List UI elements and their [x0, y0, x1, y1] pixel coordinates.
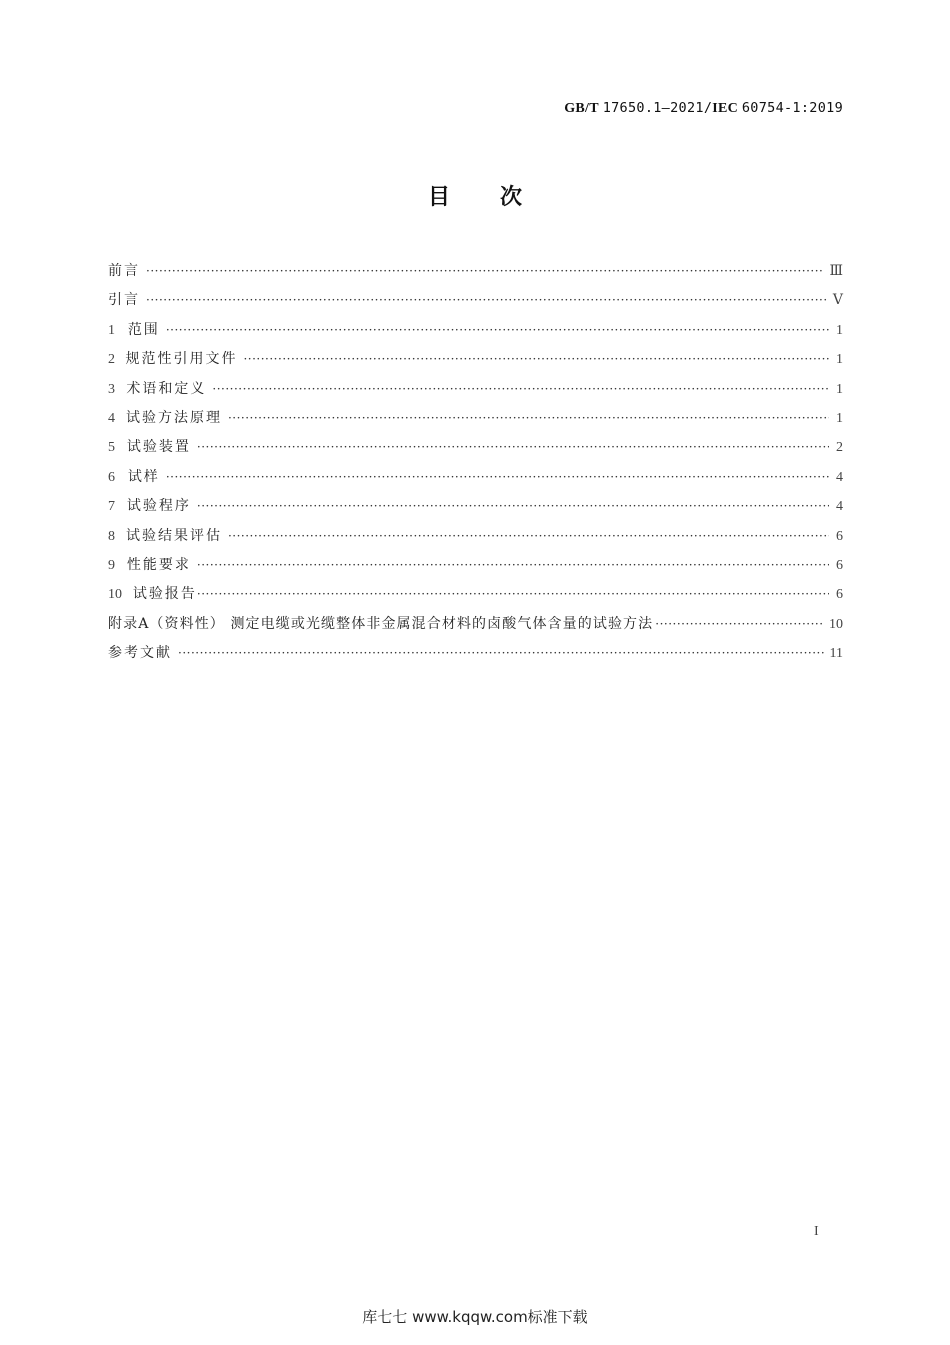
toc-leader — [146, 259, 823, 283]
toc-entry-test-apparatus[interactable] — [108, 435, 843, 464]
toc-number: 9 — [108, 557, 115, 573]
toc-label: 术语和定义 — [126, 380, 207, 397]
toc-leader — [166, 465, 829, 489]
toc-leader — [243, 347, 829, 371]
toc-number: 8 — [108, 528, 115, 544]
toc-number: 2 — [108, 352, 115, 368]
toc-number: 7 — [108, 499, 115, 515]
toc-page: 1 — [836, 410, 843, 426]
toc-page: 1 — [836, 381, 843, 397]
toc-title: 目次 — [427, 185, 572, 210]
toc-leader — [166, 318, 829, 342]
toc-entry-introduction[interactable] — [108, 288, 843, 317]
toc-leader — [228, 524, 829, 548]
toc-label: 试验报告 — [132, 586, 197, 603]
standard-header — [564, 100, 843, 117]
toc-page: 6 — [836, 557, 843, 573]
toc-label: 试验装置 — [126, 439, 191, 456]
toc-page: Ⅴ — [832, 293, 843, 309]
toc-entry-test-procedure[interactable] — [108, 494, 843, 523]
toc-number: 4 — [108, 410, 115, 426]
toc-leader — [197, 435, 829, 459]
toc-label: 试验结果评估 — [125, 527, 222, 544]
toc-label: 引言 — [108, 292, 140, 309]
toc-label: 参考文献 — [108, 645, 172, 662]
toc-entry-test-report[interactable] — [108, 582, 843, 611]
iec-number: 60754-1:2019 — [741, 100, 843, 116]
toc-label: 规范性引用文件 — [125, 351, 238, 368]
toc-number: 5 — [108, 440, 115, 456]
toc-number: 10 — [108, 587, 122, 603]
footer-watermark: 库七七 www.kqqw.com标准下载 — [362, 1308, 588, 1326]
toc-entry-bibliography[interactable] — [108, 641, 843, 670]
toc-label: 前言 — [108, 263, 140, 279]
toc-entry-annex-a[interactable] — [108, 612, 843, 641]
toc-entry-evaluation[interactable] — [108, 524, 843, 553]
toc-number: 1 — [108, 322, 115, 338]
toc-leader — [197, 582, 829, 606]
toc-entry-scope[interactable] — [108, 318, 843, 347]
toc-page: 6 — [836, 587, 843, 603]
toc-page: 4 — [836, 469, 843, 485]
toc-label: 范围 — [127, 321, 160, 338]
toc-leader — [197, 553, 829, 577]
toc-page: 6 — [836, 528, 843, 544]
toc-entry-normative-references[interactable] — [108, 347, 843, 376]
toc-leader — [228, 406, 829, 430]
toc-label: 试验方法原理 — [125, 409, 222, 426]
toc-number: 3 — [108, 381, 115, 397]
toc-entry-foreword[interactable] — [108, 259, 843, 288]
toc-page: 1 — [836, 322, 843, 338]
toc-page: 2 — [836, 440, 843, 456]
page-number: I — [814, 1224, 819, 1239]
toc-leader — [212, 377, 829, 401]
standard-number: 17650.1—2021/ — [602, 100, 713, 116]
toc-page: 10 — [829, 616, 843, 632]
toc-entry-test-specimen[interactable] — [108, 465, 843, 494]
toc-label: 性能要求 — [126, 556, 191, 573]
toc-entry-performance-requirements[interactable] — [108, 553, 843, 582]
toc-label: 附录A（资料性） 测定电缆或光缆整体非金属混合材料的卤酸气体含量的试验方法 — [108, 615, 654, 632]
toc-number: 6 — [108, 469, 115, 485]
toc-entry-test-principle[interactable] — [108, 406, 843, 435]
toc-page: 11 — [829, 646, 843, 662]
toc-leader — [197, 494, 829, 518]
toc-page: 1 — [836, 352, 843, 368]
toc-leader — [655, 612, 823, 636]
toc-entry-terms[interactable] — [108, 377, 843, 406]
toc-label: 试验程序 — [126, 498, 191, 515]
table-of-contents — [108, 259, 843, 670]
toc-label: 试样 — [127, 468, 160, 485]
toc-page: Ⅲ — [829, 264, 843, 279]
toc-page: 4 — [836, 499, 843, 515]
toc-leader — [146, 288, 827, 312]
iec-prefix: IEC — [712, 101, 739, 116]
toc-leader — [178, 641, 824, 665]
standard-prefix: GB/T — [564, 101, 599, 116]
